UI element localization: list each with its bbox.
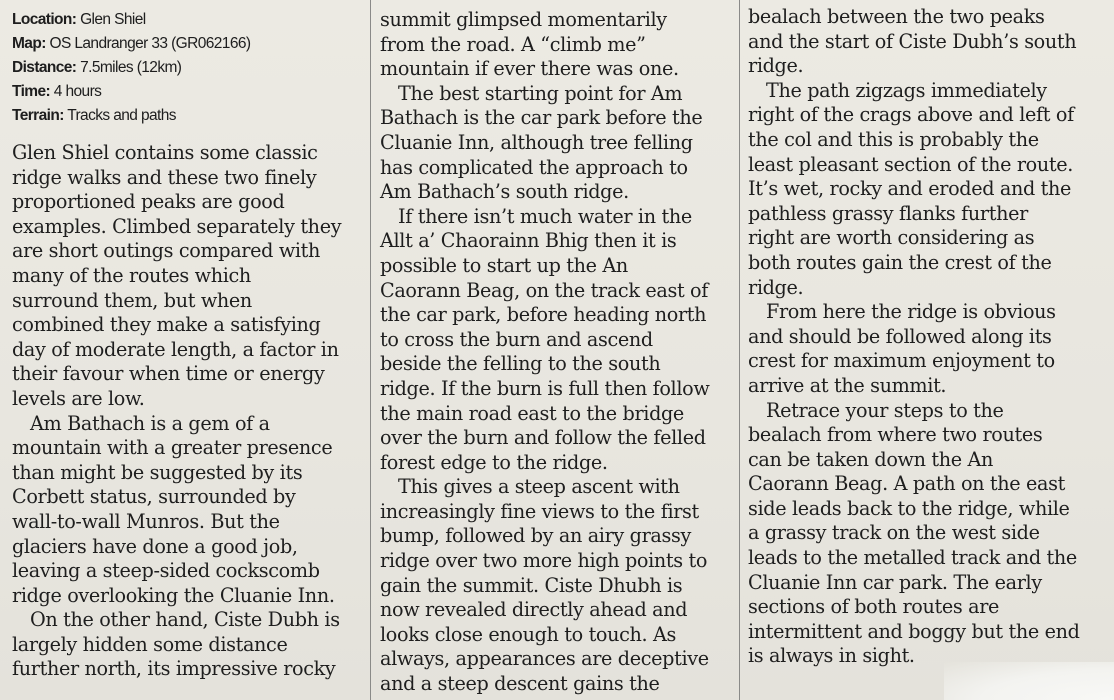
text-line: bealach between the two peaks bbox=[748, 5, 1045, 28]
text-line: On the other hand, Ciste Dubh is bbox=[30, 608, 340, 632]
text-line: the car park, before heading north bbox=[380, 303, 707, 327]
text-line: If there isn’t much water in the bbox=[398, 204, 692, 228]
text-line: It’s wet, rocky and eroded and the bbox=[748, 177, 1072, 201]
text-line: Allt a’ Chaorainn Bhig then it is bbox=[380, 229, 677, 253]
text-line: From here the ridge is obvious bbox=[766, 300, 1056, 324]
text-line: ridge. bbox=[748, 275, 804, 299]
text-line: pathless grassy flanks further bbox=[748, 201, 1028, 225]
text-line: ridge overlooking the Cluanie Inn. bbox=[12, 583, 335, 607]
text-line: the col and this is probably the bbox=[748, 127, 1039, 151]
text-line: The best starting point for Am bbox=[398, 81, 683, 105]
text-line: increasingly fine views to the first bbox=[380, 499, 699, 523]
terrain-row bbox=[12, 104, 362, 128]
text-line: proportioned peaks are good bbox=[12, 190, 285, 214]
text-line: the main road east to the bridge bbox=[380, 401, 684, 425]
text-line: and should be followed along its bbox=[748, 324, 1052, 348]
text-line: sections of both routes are bbox=[748, 595, 1000, 619]
text-line: are short outings compared with bbox=[12, 239, 321, 263]
time-label: Time: bbox=[12, 83, 51, 100]
location-value: Glen Shiel bbox=[80, 11, 146, 28]
text-line: and the start of Ciste Dubh’s south bbox=[748, 29, 1077, 53]
text-line: beside the felling to the south bbox=[380, 352, 661, 376]
text-line: This gives a steep ascent with bbox=[398, 475, 680, 499]
column-rule-2 bbox=[739, 0, 740, 700]
text-line: ridge over two more high points to bbox=[380, 549, 708, 573]
text-line: ridge. bbox=[748, 54, 804, 78]
text-line: bump, followed by an airy grassy bbox=[380, 524, 691, 548]
text-line: intermittent and boggy but the end bbox=[748, 619, 1080, 643]
text-line: leaving a steep-sided cockscomb bbox=[12, 559, 320, 583]
text-line: possible to start up the An bbox=[380, 253, 628, 277]
text-line: largely hidden some distance bbox=[12, 632, 288, 656]
text-line: than might be suggested by its bbox=[12, 460, 303, 484]
text-line: to cross the burn and ascend bbox=[380, 327, 653, 351]
text-line: now revealed directly ahead and bbox=[380, 598, 688, 622]
terrain-value: Tracks and paths bbox=[67, 107, 176, 124]
distance-value: 7.5miles (12km) bbox=[80, 59, 182, 76]
text-line: right are worth considering as bbox=[748, 226, 1035, 250]
text-line: leads to the metalled track and the bbox=[748, 546, 1077, 570]
text-line: examples. Climbed separately they bbox=[12, 214, 342, 238]
text-line: arrive at the summit. bbox=[748, 373, 947, 397]
text-line: bealach from where two routes bbox=[748, 423, 1043, 447]
column-2 bbox=[380, 8, 728, 697]
text-line: Glen Shiel contains some classic bbox=[12, 141, 318, 164]
text-line: ridge. If the burn is full then follow bbox=[380, 376, 710, 400]
route-info-box bbox=[12, 8, 362, 128]
column-1 bbox=[12, 8, 362, 682]
terrain-label: Terrain: bbox=[12, 107, 64, 124]
distance-row bbox=[12, 56, 362, 80]
text-line: Cluanie Inn car park. The early bbox=[748, 570, 1042, 594]
text-line: levels are low. bbox=[12, 386, 145, 410]
text-line: wall-to-wall Munros. But the bbox=[12, 509, 280, 533]
text-line: mountain if ever there was one. bbox=[380, 57, 679, 81]
time-row bbox=[12, 80, 362, 104]
text-line: their favour when time or energy bbox=[12, 362, 325, 386]
text-line: and a steep descent gains the bbox=[380, 672, 660, 696]
location-label: Location: bbox=[12, 11, 77, 28]
text-line: crest for maximum enjoyment to bbox=[748, 349, 1055, 373]
text-line: from the road. A “climb me” bbox=[380, 32, 646, 56]
map-label: Map: bbox=[12, 35, 46, 52]
text-line: least pleasant section of the route. bbox=[748, 152, 1073, 176]
text-line: mountain with a greater presence bbox=[12, 436, 333, 460]
paper-glare bbox=[944, 662, 1114, 700]
text-line: gain the summit. Ciste Dhubh is bbox=[380, 573, 683, 597]
text-line: combined they make a satisfying bbox=[12, 313, 321, 337]
column-3 bbox=[748, 5, 1098, 669]
text-line: Caorann Beag. A path on the east bbox=[748, 472, 1066, 496]
map-row bbox=[12, 32, 362, 56]
text-line: has complicated the approach to bbox=[380, 155, 688, 179]
text-line: over the burn and follow the felled bbox=[380, 426, 706, 450]
text-line: day of moderate length, a factor in bbox=[12, 337, 339, 361]
text-line: Am Bathach is a gem of a bbox=[30, 411, 270, 435]
text-line: right of the crags above and left of bbox=[748, 103, 1074, 127]
text-line: a grassy track on the west side bbox=[748, 521, 1040, 545]
text-line: summit glimpsed momentarily bbox=[380, 8, 667, 31]
text-line: glaciers have done a good job, bbox=[12, 534, 298, 558]
text-line: Cluanie Inn, although tree felling bbox=[380, 130, 693, 154]
text-line: both routes gain the crest of the bbox=[748, 250, 1052, 274]
text-line: surround them, but when bbox=[12, 288, 252, 312]
text-line: further north, its impressive rocky bbox=[12, 657, 336, 681]
text-line: can be taken down the An bbox=[748, 447, 994, 471]
location-row bbox=[12, 8, 362, 32]
text-line: looks close enough to touch. As bbox=[380, 622, 677, 646]
column-rule-1 bbox=[370, 0, 371, 700]
text-line: The path zigzags immediately bbox=[766, 78, 1047, 102]
column-1-text bbox=[12, 141, 362, 682]
text-line: Bathach is the car park before the bbox=[380, 106, 703, 130]
text-line: is always in sight. bbox=[748, 644, 915, 668]
text-line: always, appearances are deceptive bbox=[380, 647, 709, 671]
text-line: side leads back to the ridge, while bbox=[748, 496, 1070, 520]
text-line: Corbett status, surrounded by bbox=[12, 485, 296, 509]
time-value: 4 hours bbox=[53, 83, 102, 100]
text-line: many of the routes which bbox=[12, 263, 251, 287]
text-line: Retrace your steps to the bbox=[766, 398, 1004, 422]
text-line: forest edge to the ridge. bbox=[380, 450, 608, 474]
map-value: OS Landranger 33 (GR062166) bbox=[49, 35, 251, 52]
distance-label: Distance: bbox=[12, 59, 77, 76]
text-line: Caorann Beag, on the track east of bbox=[380, 278, 709, 302]
text-line: ridge walks and these two finely bbox=[12, 165, 317, 189]
text-line: Am Bathach’s south ridge. bbox=[380, 180, 629, 204]
